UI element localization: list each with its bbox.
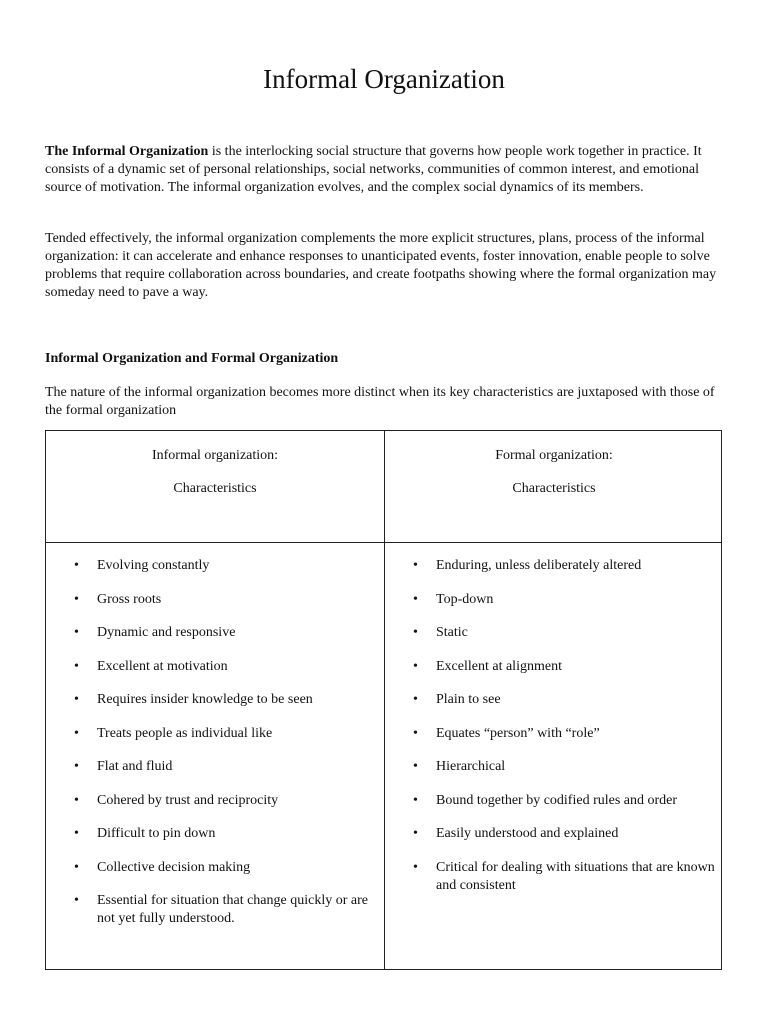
list-item-text: Plain to see: [436, 692, 501, 707]
list-item: [413, 758, 716, 776]
list-item-text: Excellent at motivation: [97, 658, 228, 674]
bullet-icon: •: [74, 558, 79, 573]
bullet-icon: •: [413, 759, 418, 774]
list-item-text: Top-down: [436, 591, 494, 607]
bullet-icon: •: [74, 692, 79, 707]
list-item: [74, 691, 377, 709]
list-item: [74, 658, 377, 676]
section-heading: Informal Organization and Formal Organization: [45, 351, 339, 366]
bullet-icon: •: [413, 792, 418, 808]
bullet-icon: •: [413, 725, 418, 741]
bullet-icon: •: [74, 859, 79, 875]
comparison-table: [45, 430, 722, 970]
list-item: [413, 859, 716, 895]
list-item-text: Cohered by trust and reciprocity: [97, 792, 279, 808]
intro-bold-term: The Informal Organization: [45, 144, 209, 159]
bullet-icon: •: [74, 826, 79, 841]
list-item: [413, 792, 716, 810]
list-item: [74, 892, 377, 928]
list-item-text: Excellent at alignment: [436, 658, 562, 674]
intro-text: is the interlocking social structure that governs how people work together in practice. It consists of a dynamic set of personal relationships, social networks, communities of common interest, and emotional source of motivation. The informal organization evolves, and the complex social dynamics of its members.: [45, 144, 702, 195]
list-item: [74, 792, 377, 810]
list-item-text: Flat and fluid: [97, 759, 173, 774]
bullet-icon: •: [413, 558, 418, 573]
list-item: [74, 758, 377, 776]
list-item: [74, 624, 377, 642]
list-item-text: Requires insider knowledge to be seen: [97, 692, 313, 707]
list-item-text: Evolving constantly: [97, 558, 210, 573]
list-item: [413, 658, 716, 676]
bullet-icon: •: [74, 792, 79, 808]
bullet-icon: •: [413, 591, 418, 607]
formal-header-subtitle: Characteristics: [512, 481, 596, 496]
comparison-intro-paragraph: The nature of the informal organization becomes more distinct when its key characteristics are juxtaposed with those of the formal organization: [45, 385, 715, 418]
bullet-icon: •: [413, 692, 418, 707]
informal-header-subtitle: Characteristics: [173, 481, 257, 496]
list-item: [413, 825, 716, 843]
table-column-divider: [384, 431, 385, 969]
list-item-text: Difficult to pin down: [97, 826, 216, 841]
informal-header-title: Informal organization:: [151, 448, 279, 463]
bullet-icon: •: [413, 625, 418, 640]
list-item: [413, 591, 716, 609]
list-item: [413, 624, 716, 642]
bullet-icon: •: [74, 591, 79, 607]
list-item: [413, 725, 716, 743]
formal-characteristics-list: [413, 557, 716, 910]
list-item: [74, 825, 377, 843]
bullet-icon: •: [74, 625, 79, 640]
list-item: [74, 859, 377, 877]
list-item-text: Dynamic and responsive: [97, 625, 236, 640]
formal-header-title: Formal organization:: [495, 448, 613, 463]
list-item-text: Enduring, unless deliberately altered: [436, 558, 642, 573]
list-item-text: Treats people as individual like: [97, 725, 273, 741]
second-paragraph: Tended effectively, the informal organization complements the more explicit structures, plans, process of the informal organization: it can accelerate and enhance responses to unanticipated events, foster innovation, enable people to solve problems that require collaboration across boundaries, and create footpaths showing where the formal organization may someday need to pave a way.: [45, 231, 717, 300]
bullet-icon: •: [413, 826, 418, 841]
bullet-icon: •: [413, 658, 418, 674]
list-item: [74, 725, 377, 743]
list-item-text: Easily understood and explained: [436, 826, 619, 841]
list-item-text: Hierarchical: [436, 759, 506, 774]
intro-paragraph: [45, 143, 725, 197]
bullet-icon: •: [413, 859, 418, 875]
list-item-text: Gross roots: [97, 591, 162, 607]
list-item: [413, 691, 716, 709]
list-item-text: Collective decision making: [97, 859, 251, 875]
informal-characteristics-list: [74, 557, 377, 944]
list-item: [74, 557, 377, 575]
list-item-text: Equates “person” with “role”: [436, 725, 600, 741]
list-item: [74, 591, 377, 609]
document-title: Informal Organization: [263, 64, 505, 94]
list-item-text: Essential for situation that change quickly or are not yet fully understood.: [97, 893, 368, 926]
list-item-text: Critical for dealing with situations that are known and consistent: [436, 859, 715, 893]
bullet-icon: •: [74, 893, 79, 908]
table-header-divider: [46, 542, 721, 543]
bullet-icon: •: [74, 759, 79, 774]
list-item-text: Bound together by codified rules and order: [436, 792, 678, 808]
list-item-text: Static: [436, 625, 468, 640]
bullet-icon: •: [74, 725, 79, 741]
list-item: [413, 557, 716, 575]
bullet-icon: •: [74, 658, 79, 674]
